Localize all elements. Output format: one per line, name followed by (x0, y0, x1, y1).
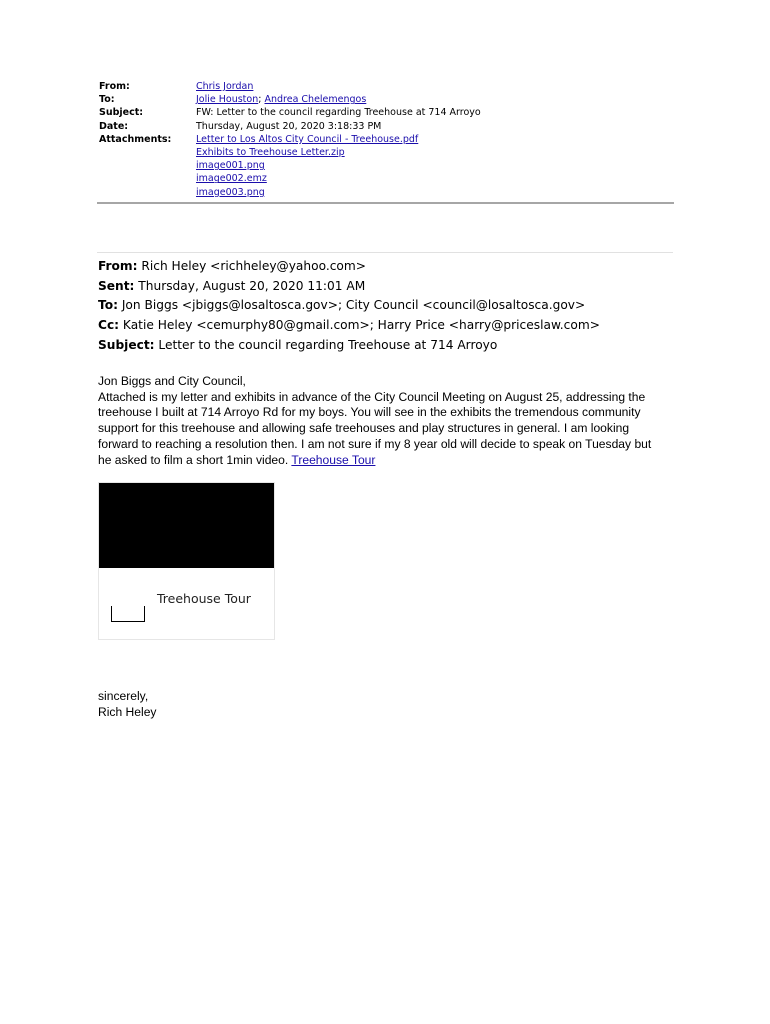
body-line: treehouse I built at 714 Arroyo Rd for my boys. You will see in the exhibits the tremendous community (98, 405, 641, 420)
orig-sent-value: Thursday, August 20, 2020 11:01 AM (134, 278, 366, 293)
fw-to-label: To: (99, 94, 115, 106)
fw-date-label: Date: (99, 120, 129, 132)
attachment-link[interactable]: Letter to Los Altos City Council - Treehouse.pdf (196, 133, 419, 145)
attachment-link[interactable]: image003.png (196, 186, 265, 198)
body-line-last (98, 453, 678, 469)
fw-to-link-1[interactable]: Jolie Houston (196, 94, 259, 106)
message-body (98, 374, 678, 468)
original-message-header (98, 257, 698, 356)
body-line: support for this treehouse and allowing safe treehouses and play structures in general. I am looking (98, 421, 630, 436)
fw-from-row (99, 80, 674, 93)
greeting: Jon Biggs and City Council, (98, 374, 246, 388)
video-site-icon (111, 606, 145, 622)
video-title[interactable]: Treehouse Tour (157, 591, 251, 606)
closing: sincerely, (98, 689, 149, 703)
orig-subject-label: Subject: (98, 337, 155, 352)
attachment-link[interactable]: Exhibits to Treehouse Letter.zip (196, 147, 345, 159)
orig-sent-label: Sent: (98, 278, 135, 293)
attachment-link[interactable]: image002.emz (196, 173, 267, 185)
orig-cc-row (98, 316, 698, 336)
fw-date-row (99, 120, 674, 133)
fw-attachments-row (99, 133, 674, 199)
sender-name: Rich Heley (98, 705, 157, 719)
inner-divider (97, 252, 673, 253)
fw-subject-value: FW: Letter to the council regarding Treehouse at 714 Arroyo (196, 107, 481, 119)
fw-date-value: Thursday, August 20, 2020 3:18:33 PM (196, 120, 382, 132)
orig-subject-value: Letter to the council regarding Treehouse at 714 Arroyo (154, 337, 498, 352)
orig-from-value: Rich Heley <richheley@yahoo.com> (137, 259, 366, 273)
body-line: forward to reaching a resolution then. I am not sure if my 8 year old will decide to speak on Tuesday but (98, 436, 652, 451)
orig-cc-label: Cc: (98, 318, 120, 333)
treehouse-tour-link[interactable]: Treehouse Tour (291, 452, 376, 467)
orig-from-label: From: (98, 259, 138, 273)
fw-subject-label: Subject: (99, 107, 144, 119)
video-thumbnail[interactable] (99, 483, 274, 568)
body-line: Attached is my letter and exhibits in advance of the City Council Meeting on August 25, addressing the (98, 389, 646, 404)
attachment-link[interactable]: image001.png (196, 160, 265, 172)
fw-to-separator: ; (258, 94, 265, 106)
body-line-text: he asked to film a short 1min video. (98, 452, 292, 467)
orig-to-label: To: (98, 298, 118, 313)
fw-attachments-label: Attachments: (99, 133, 172, 145)
fw-from-link[interactable]: Chris Jordan (196, 81, 254, 92)
attachment-list (196, 133, 674, 199)
orig-to-row (98, 296, 698, 316)
signoff (98, 688, 398, 720)
orig-to-value: Jon Biggs <jbiggs@losaltosca.gov>; City Council <council@losaltosca.gov> (117, 298, 586, 313)
orig-sent-row (98, 277, 698, 297)
orig-subject-row (98, 336, 698, 356)
video-preview-card[interactable] (98, 482, 275, 640)
fw-from-label: From: (99, 81, 130, 92)
orig-cc-value: Katie Heley <cemurphy80@gmail.com>; Harry Price <harry@priceslaw.com> (119, 318, 600, 333)
orig-from-row (98, 257, 698, 277)
header-divider (97, 202, 674, 204)
fw-subject-row (99, 106, 674, 119)
fw-to-link-2[interactable]: Andrea Chelemengos (264, 94, 367, 106)
forward-header (99, 80, 674, 199)
fw-to-row (99, 93, 674, 106)
